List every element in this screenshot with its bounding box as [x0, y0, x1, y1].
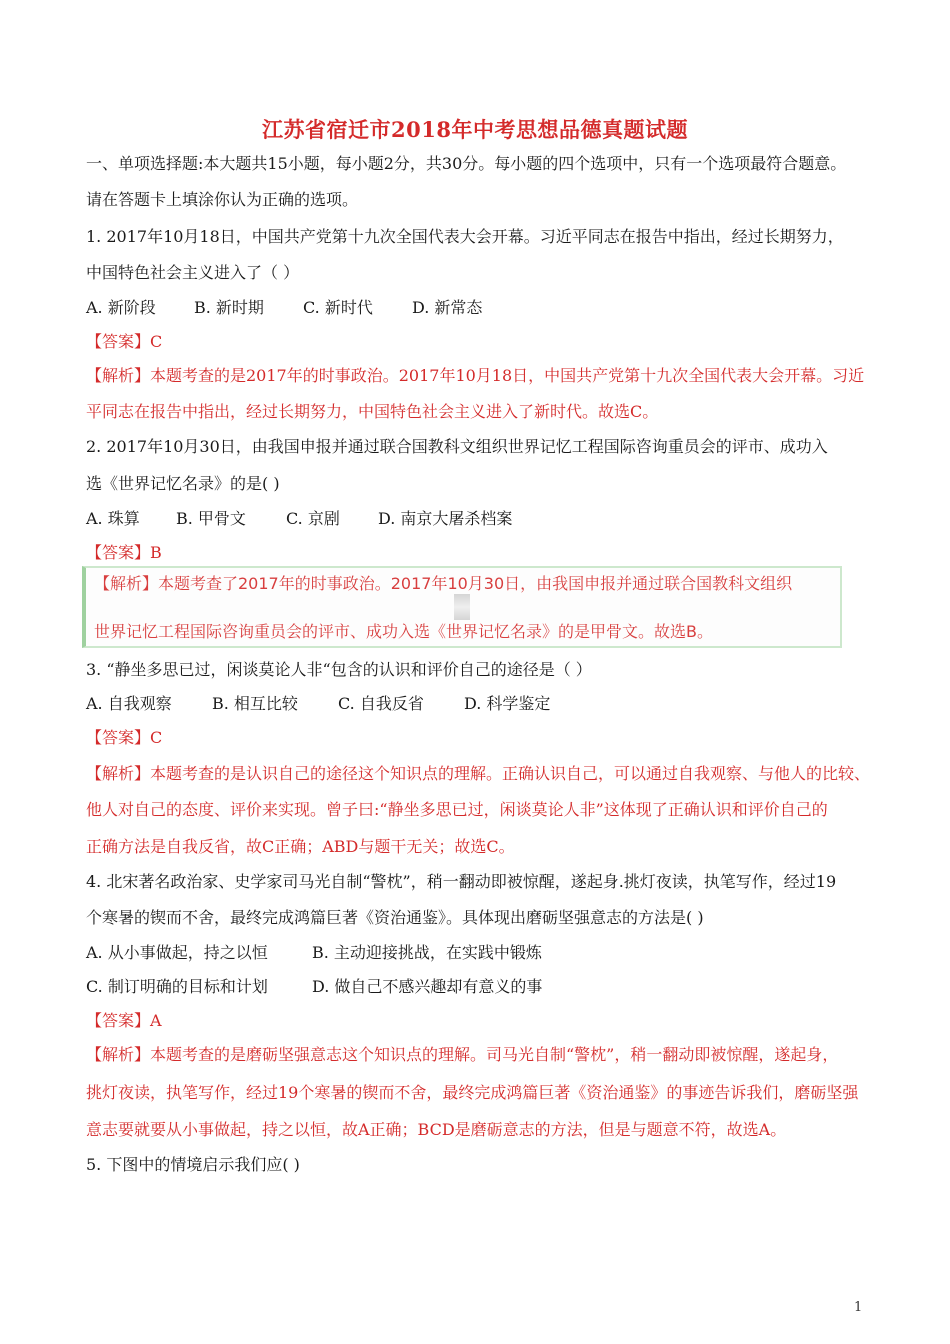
q4-analysis-1: 【解析】本题考查的是磨砺坚强意志这个知识点的理解。司马光自制“警枕”，稍一翻动即被惊醒，遂起身，	[86, 1045, 839, 1064]
q4-option-d: D. 做自己不感兴趣却有意义的事	[312, 977, 543, 996]
q1-option-d: D. 新常态	[412, 298, 483, 317]
q3-option-a: A. 自我观察	[86, 694, 172, 713]
q3-analysis-3: 正确方法是自我反省，故C正确；ABD与题干无关；故选C。	[86, 837, 515, 856]
q2-option-a: A. 珠算	[86, 509, 140, 528]
q4-option-b: B. 主动迎接挑战，在实践中锻炼	[312, 943, 542, 962]
q2-analysis-1: 【解析】本题考查了2017年的时事政治。2017年10月30日，由我国申报并通过联合国教科文组织	[94, 574, 793, 593]
q4-stem-1: 4. 北宋著名政治家、史学家司马光自制“警枕”，稍一翻动即被惊醒，遂起身.挑灯夜读，执笔写作，经过19	[86, 872, 837, 891]
q4-analysis-2: 挑灯夜读，执笔写作，经过19个寒暑的锲而不舍，最终完成鸿篇巨著《资治通鉴》的事迹告诉我们，磨砺坚强	[86, 1083, 859, 1102]
q2-stem-1: 2. 2017年10月30日，由我国申报并通过联合国教科文组织世界记忆工程国际咨询重员会的评市、成功入	[86, 437, 828, 456]
q2-option-c: C. 京剧	[286, 509, 340, 528]
q1-answer: 【答案】C	[86, 332, 163, 351]
q2-answer: 【答案】B	[86, 543, 162, 562]
q2-analysis-box	[82, 566, 842, 648]
instruction-line-1: 一、单项选择题:本大题共15小题，每小题2分，共30分。每小题的四个选项中，只有一个选项最符合题意。	[86, 154, 847, 173]
q3-analysis-2: 他人对自己的态度、评价来实现。曾子曰:“静坐多思已过，闲谈莫论人非”这体现了正确认识和评价自己的	[86, 800, 828, 819]
q4-option-c: C. 制订明确的目标和计划	[86, 977, 268, 996]
q1-stem-2: 中国特色社会主义进入了（ ）	[86, 263, 300, 282]
page-number: 1	[854, 1300, 863, 1315]
q3-answer: 【答案】C	[86, 728, 163, 747]
page-title: 江苏省宿迁市2018年中考思想品德真题试题	[262, 117, 688, 142]
blur-smudge	[454, 594, 470, 620]
q3-option-b: B. 相互比较	[212, 694, 298, 713]
q1-stem-1: 1. 2017年10月18日，中国共产党第十九次全国代表大会开幕。习近平同志在报告中指出，经过长期努力，	[86, 227, 844, 246]
q1-option-a: A. 新阶段	[86, 298, 156, 317]
q3-analysis-1: 【解析】本题考查的是认识自己的途径这个知识点的理解。正确认识自己，可以通过自我观察、与他人的比较、	[86, 764, 871, 783]
q2-stem-2: 选《世界记忆名录》的是( )	[86, 474, 280, 493]
q1-analysis-1: 【解析】本题考查的是2017年的时事政治。2017年10月18日，中国共产党第十九次全国代表大会开幕。习近	[86, 366, 865, 385]
q2-analysis-2: 世界记忆工程国际咨询重员会的评市、成功入选《世界记忆名录》的是甲骨文。故选B。	[94, 622, 713, 641]
q3-option-d: D. 科学鉴定	[464, 694, 551, 713]
q5-stem-1: 5. 下图中的情境启示我们应( )	[86, 1155, 300, 1174]
q4-options-row-1	[86, 943, 542, 963]
q3-stem-1: 3. “静坐多思已过，闲谈莫论人非“包含的认识和评价自己的途径是（ ）	[86, 660, 592, 679]
q3-options	[86, 694, 550, 714]
q4-stem-2: 个寒暑的锲而不舍，最终完成鸿篇巨著《资治通鉴》。具体现出磨砺坚强意志的方法是( )	[86, 908, 704, 927]
q1-options	[86, 298, 482, 318]
q1-option-b: B. 新时期	[194, 298, 264, 317]
q1-analysis-2: 平同志在报告中指出，经过长期努力，中国特色社会主义进入了新时代。故选C。	[86, 402, 659, 421]
q3-option-c: C. 自我反省	[338, 694, 424, 713]
q2-options	[86, 509, 512, 529]
q4-option-a: A. 从小事做起，持之以恒	[86, 943, 268, 962]
q2-option-d: D. 南京大屠杀档案	[378, 509, 513, 528]
instruction-line-2: 请在答题卡上填涂你认为正确的选项。	[86, 190, 359, 209]
q4-answer: 【答案】A	[86, 1011, 162, 1030]
q4-options-row-2	[86, 977, 542, 997]
q2-option-b: B. 甲骨文	[176, 509, 246, 528]
q1-option-c: C. 新时代	[303, 298, 373, 317]
q4-analysis-3: 意志要就要从小事做起，持之以恒，故A正确；BCD是磨砺意志的方法，但是与题意不符，故选A。	[86, 1120, 787, 1139]
